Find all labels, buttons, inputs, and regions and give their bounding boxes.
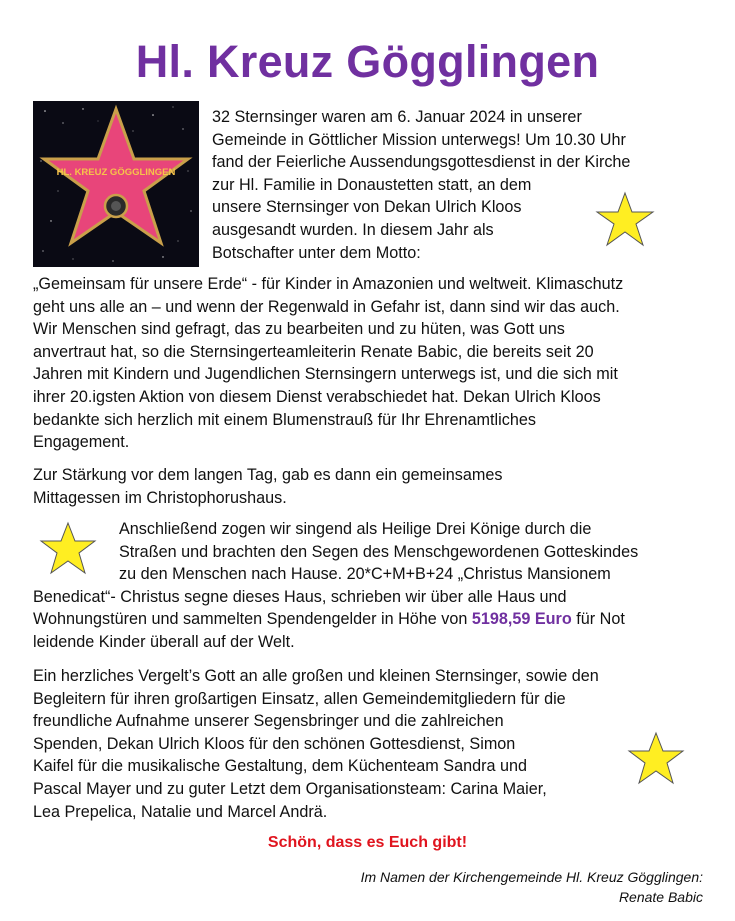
closing-line: Schön, dass es Euch gibt! xyxy=(267,834,468,851)
paragraph-line: geht uns alle an – und wenn der Regenwald in Gefahr ist, dann sind wir das auch. xyxy=(33,297,620,316)
paragraph-line: Begleitern für ihren großartigen Einsatz, allen Gemeindemitgliedern für die xyxy=(33,689,566,708)
paragraph-line: Zur Stärkung vor dem langen Tag, gab es dann ein gemeinsames xyxy=(33,466,503,484)
donation-amount: 5198,59 Euro xyxy=(471,610,572,629)
signature-name: Renate Babic xyxy=(618,889,703,905)
paragraph-line: ihrer 20.igsten Aktion von diesem Dienst verabschiedet hat. Dekan Ulrich Kloos xyxy=(33,387,601,406)
intro-line: unsere Sternsinger von Dekan Ulrich Kloos xyxy=(212,198,522,217)
motto-paragraph xyxy=(33,273,623,454)
intro-line: 32 Sternsinger waren am 6. Januar 2024 in unserer xyxy=(212,108,582,126)
paragraph-line: „Gemeinsam für unsere Erde“ - für Kinder in Amazonien und weltweit. Klimaschutz xyxy=(33,275,624,293)
signature-line: Im Namen der Kirchengemeinde Hl. Kreuz Gögglingen: xyxy=(360,869,703,885)
paragraph-line xyxy=(33,608,638,631)
paragraph-line: Anschließend zogen wir singend als Heilige Drei Könige durch die xyxy=(119,520,592,538)
walk-of-fame-star-logo xyxy=(33,101,199,267)
intro-paragraph xyxy=(212,106,630,264)
thanks-paragraph xyxy=(33,665,599,823)
yellow-star-icon xyxy=(593,190,657,248)
paragraph-line: Wir Menschen sind gefragt, das zu bearbeiten und zu hüten, was Gott uns xyxy=(33,320,565,339)
paragraph-line: Ein herzliches Vergelt’s Gott an alle großen und kleinen Sternsinger, sowie den xyxy=(33,667,599,685)
paragraph-text: für Not xyxy=(571,610,625,629)
paragraph-line: Benedicat“- Christus segne dieses Haus, schrieben wir über alle Haus und xyxy=(33,587,567,606)
paragraph-line: Lea Prepelica, Natalie und Marcel Andrä. xyxy=(33,802,328,821)
logo-text: HL. KREUZ GÖGGLINGEN xyxy=(56,167,176,178)
yellow-star-icon xyxy=(626,730,686,786)
lunch-paragraph xyxy=(33,464,502,509)
intro-line: ausgesandt wurden. In diesem Jahr als xyxy=(212,220,494,239)
intro-line: fand der Feierliche Aussendungsgottesdienst in der Kirche xyxy=(212,153,631,172)
paragraph-line: Pascal Mayer und zu guter Letzt dem Organisationsteam: Carina Maier, xyxy=(33,779,547,798)
logo-star-icon xyxy=(33,101,199,267)
page-title: Hl. Kreuz Gögglingen xyxy=(135,36,600,87)
paragraph-line: Engagement. xyxy=(33,433,130,452)
paragraph-line: Straßen und brachten den Segen des Menschgewordenen Gotteskindes xyxy=(119,542,639,561)
paragraph-line: bedankte sich herzlich mit einem Blumenstrauß für Ihr Ehrenamtliches xyxy=(33,410,536,429)
paragraph-line: anvertraut hat, so die Sternsingerteamleiterin Renate Babic, die bereits seit 20 xyxy=(33,342,594,361)
paragraph-line: zu den Menschen nach Hause. 20*C+M+B+24 „Christus Mansionem xyxy=(119,565,611,584)
paragraph-line: Mittagessen im Christophorushaus. xyxy=(33,488,287,507)
paragraph-line: Spenden, Dekan Ulrich Kloos für den schönen Gottesdienst, Simon xyxy=(33,734,516,753)
donation-paragraph xyxy=(33,518,638,654)
paragraph-line: Kaifel für die musikalische Gestaltung, dem Küchenteam Sandra und xyxy=(33,757,527,776)
paragraph-text: Wohnungstüren und sammelten Spendengelder in Höhe von xyxy=(33,610,472,629)
paragraph-line: Jahren mit Kindern und Jugendlichen Sternsingern unterwegs ist, und die sich mit xyxy=(33,365,618,384)
paragraph-line: freundliche Aufnahme unserer Segensbringer und die zahlreichen xyxy=(33,712,504,731)
paragraph-line: leidende Kinder überall auf der Welt. xyxy=(33,632,295,651)
intro-line: zur Hl. Familie in Donaustetten statt, an dem xyxy=(212,175,532,194)
intro-line: Botschafter unter dem Motto: xyxy=(212,243,421,262)
signature xyxy=(361,867,703,907)
intro-line: Gemeinde in Göttlicher Mission unterwegs! Um 10.30 Uhr xyxy=(212,130,626,149)
